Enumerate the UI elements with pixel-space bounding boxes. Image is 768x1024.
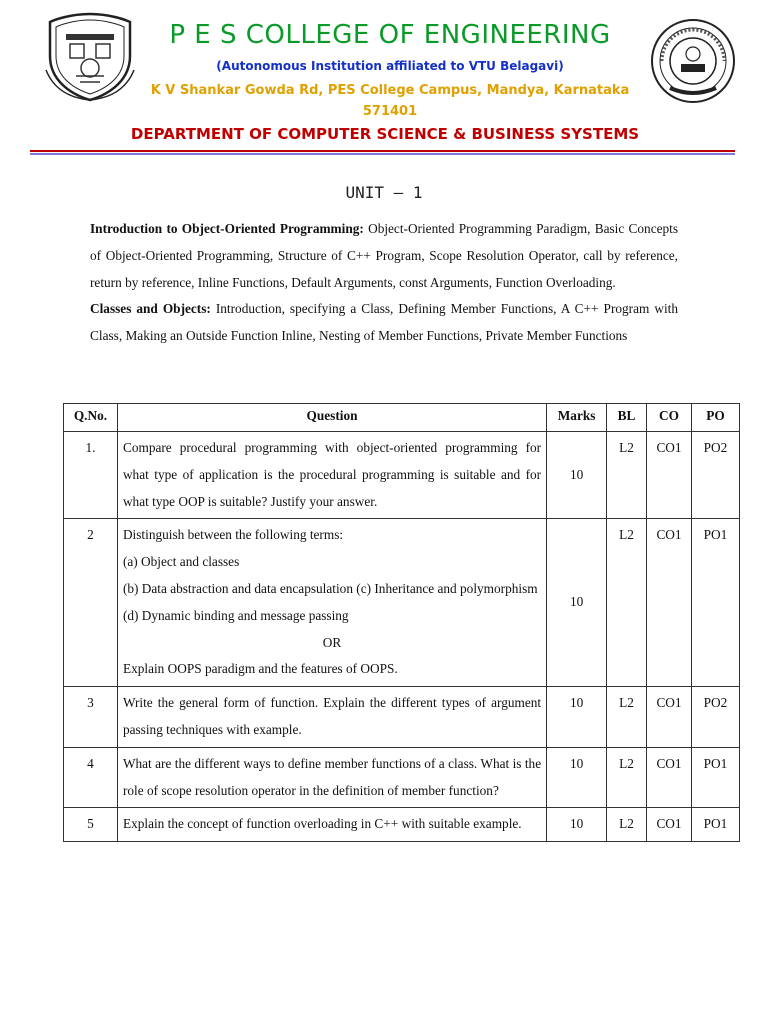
cell-qno: 2 (64, 519, 118, 687)
header-qno: Q.No. (64, 404, 118, 432)
syllabus-heading-2: Classes and Objects: (90, 301, 211, 317)
header-po: PO (691, 404, 739, 432)
cell-qno: 3 (64, 687, 118, 748)
header-divider-red (30, 150, 735, 152)
cell-marks: 10 (547, 808, 607, 842)
syllabus-text-2: Introduction, specifying a Class, Defining Member Functions, A C++ Program with Class, Making an Outside Function Inline, Nesting of Member Functions, Private Member Functions (90, 301, 678, 344)
cell-bl: L2 (607, 432, 647, 519)
cell-bl: L2 (607, 808, 647, 842)
cell-co: CO1 (647, 519, 692, 687)
cell-po: PO1 (691, 808, 739, 842)
page-header (0, 0, 768, 160)
cell-qno: 5 (64, 808, 118, 842)
cell-bl: L2 (607, 519, 647, 687)
cell-co: CO1 (647, 432, 692, 519)
syllabus-paragraph-1 (90, 216, 678, 296)
question-line: (d) Dynamic binding and message passing (122, 607, 349, 623)
cell-co: CO1 (647, 687, 692, 748)
cell-po: PO1 (691, 519, 739, 687)
table-row (64, 808, 740, 842)
question-line: (a) Object and classes (122, 554, 240, 570)
cell-marks: 10 (547, 687, 607, 748)
cell-bl: L2 (607, 747, 647, 808)
table-row (64, 747, 740, 808)
department-title: DEPARTMENT OF COMPUTER SCIENCE & BUSINESS SYSTEMS (130, 125, 640, 143)
cell-bl: L2 (607, 687, 647, 748)
cell-qno: 4 (64, 747, 118, 808)
cell-marks: 10 (547, 519, 607, 687)
table-header-row (64, 404, 740, 432)
cell-marks: 10 (547, 432, 607, 519)
cell-question: What are the different ways to define member functions of a class. What is the role of scope resolution operator in the definition of member function? (117, 747, 546, 808)
syllabus-section (90, 216, 678, 350)
affiliation-text: (Autonomous Institution affiliated to VTU Belagavi) (216, 59, 564, 73)
header-marks: Marks (547, 404, 607, 432)
syllabus-paragraph-2 (90, 296, 678, 350)
cell-po: PO2 (691, 687, 739, 748)
cell-marks: 10 (547, 747, 607, 808)
cell-co: CO1 (647, 808, 692, 842)
header-question: Question (117, 404, 546, 432)
cell-question: Compare procedural programming with object-oriented programming for what type of application is the procedural programming is suitable and for what type OOP is suitable? Justify your answer. (117, 432, 546, 519)
question-line: Explain OOPS paradigm and the features of OOPS. (122, 661, 398, 677)
cell-question: Explain the concept of function overloading in C++ with suitable example. (117, 808, 546, 842)
syllabus-text-1: Object-Oriented Programming Paradigm, Basic Concepts of Object-Oriented Programming, Structure of C++ Program, Scope Resolution Operator, call by reference, return by reference, Inline Functions, Default Arguments, const Arguments, Function Overloading. (90, 221, 679, 290)
cell-qno: 1. (64, 432, 118, 519)
college-crest-logo (40, 10, 140, 102)
question-line: (b) Data abstraction and data encapsulation (c) Inheritance and polymorphism (122, 580, 538, 596)
question-table (63, 403, 740, 842)
table-row (64, 432, 740, 519)
question-or-separator: OR (322, 634, 342, 650)
college-name: P E S COLLEGE OF ENGINEERING (169, 20, 611, 50)
cell-co: CO1 (647, 747, 692, 808)
address-text (145, 80, 635, 122)
cell-question (117, 519, 546, 687)
question-line: Distinguish between the following terms: (122, 527, 344, 543)
syllabus-heading-1: Introduction to Object-Oriented Programming: (90, 221, 364, 236)
address-line-1: K V Shankar Gowda Rd, PES College Campus, Mandya, Karnataka (150, 83, 630, 98)
cell-po: PO1 (691, 747, 739, 808)
cell-po: PO2 (691, 432, 739, 519)
header-divider-blue (30, 153, 735, 155)
cell-question: Write the general form of function. Explain the different types of argument passing techniques with example. (117, 687, 546, 748)
unit-title: UNIT – 1 (345, 183, 423, 202)
address-line-2: 571401 (362, 104, 418, 119)
header-co: CO (647, 404, 692, 432)
table-row (64, 519, 740, 687)
table-row (64, 687, 740, 748)
department-seal-logo (650, 18, 736, 104)
header-bl: BL (607, 404, 647, 432)
